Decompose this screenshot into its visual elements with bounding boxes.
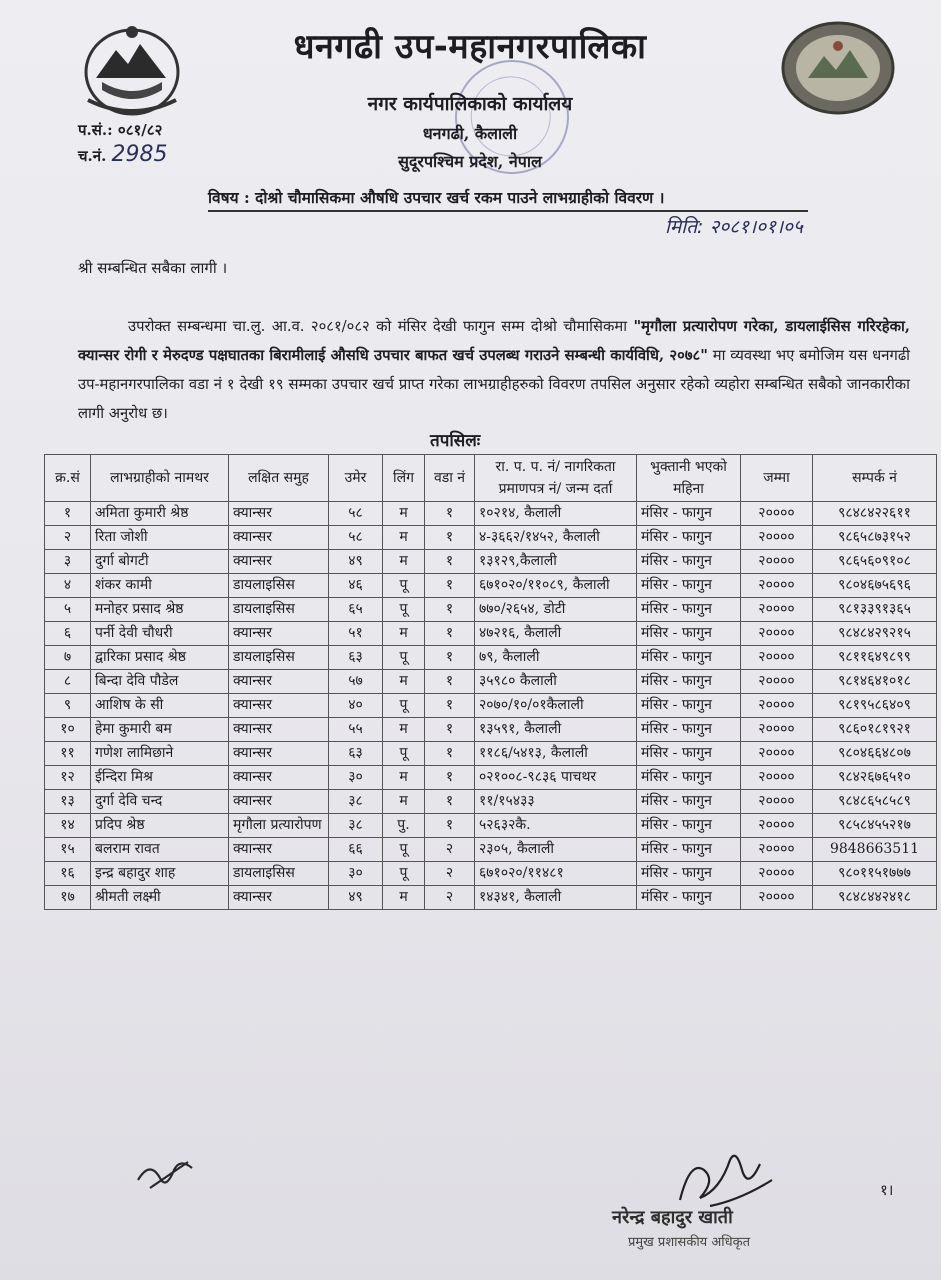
cell-total: २०००० — [741, 694, 813, 718]
salutation: श्री सम्बन्धित सबैका लागी । — [78, 259, 228, 277]
municipality-title: धनगढी उप-महानगरपालिका — [293, 27, 647, 67]
cell-ward: १ — [425, 622, 475, 646]
header-group: लक्षित समुह — [229, 455, 329, 502]
cell-ward: १ — [425, 814, 475, 838]
cell-sn: ११ — [45, 742, 91, 766]
cell-age: ६३ — [329, 742, 383, 766]
cell-group: क्यान्सर — [229, 742, 329, 766]
header-sn: क्र.सं — [45, 455, 91, 502]
table-row — [45, 814, 937, 838]
cell-name: प्रदिप श्रेष्ठ — [91, 814, 229, 838]
cell-month: मंसिर - फागुन — [637, 502, 741, 526]
page-number: १। — [880, 1181, 894, 1199]
cell-id: ११८६/५४१३, कैलाली — [475, 742, 637, 766]
header-sex: लिंग — [383, 455, 425, 502]
cell-sex: पू — [383, 598, 425, 622]
cell-id: १३५९१, कैलाली — [475, 718, 637, 742]
cell-month: मंसिर - फागुन — [637, 574, 741, 598]
cell-total: २०००० — [741, 766, 813, 790]
cell-group: क्यान्सर — [229, 694, 329, 718]
cell-ward: १ — [425, 718, 475, 742]
cell-group: डायलाइसिस — [229, 862, 329, 886]
table-row — [45, 838, 937, 862]
cell-age: ५८ — [329, 502, 383, 526]
cell-name: द्वारिका प्रसाद श्रेष्ठ — [91, 646, 229, 670]
cell-age: ६५ — [329, 598, 383, 622]
header-name: लाभग्राहीको नामथर — [91, 455, 229, 502]
cell-phone: 9848663511 — [813, 838, 937, 862]
cell-month: मंसिर - फागुन — [637, 766, 741, 790]
cell-ward: १ — [425, 550, 475, 574]
cell-ward: १ — [425, 670, 475, 694]
cell-total: २०००० — [741, 646, 813, 670]
cell-sn: २ — [45, 526, 91, 550]
cell-phone: ९८१९५८६४०९ — [813, 694, 937, 718]
cell-sn: ३ — [45, 550, 91, 574]
header-month: भुक्तानी भएको महिना — [637, 455, 741, 502]
cell-phone: ९८१४६४१०१८ — [813, 670, 937, 694]
beneficiary-table — [44, 454, 937, 910]
cell-total: २०००० — [741, 814, 813, 838]
cell-phone: ९८४८४२२६११ — [813, 502, 937, 526]
cell-ward: १ — [425, 574, 475, 598]
cell-name: गणेश लामिछाने — [91, 742, 229, 766]
office-location: धनगढी, कैलाली — [422, 124, 518, 143]
table-row — [45, 790, 937, 814]
table-row — [45, 598, 937, 622]
cell-age: ५७ — [329, 670, 383, 694]
cell-month: मंसिर - फागुन — [637, 814, 741, 838]
cell-name: बिन्दा देवि पौडेल — [91, 670, 229, 694]
cn-value: 2985 — [111, 142, 168, 167]
cell-id: २३०५, कैलाली — [475, 838, 637, 862]
cell-name: हेमा कुमारी बम — [91, 718, 229, 742]
cell-group: डायलाइसिस — [229, 646, 329, 670]
table-row — [45, 526, 937, 550]
table-row — [45, 766, 937, 790]
cell-name: पर्नी देवी चौधरी — [91, 622, 229, 646]
cell-sex: पू — [383, 742, 425, 766]
cell-total: २०००० — [741, 622, 813, 646]
cell-ward: १ — [425, 766, 475, 790]
header-phone: सम्पर्क नं — [813, 455, 937, 502]
table-row — [45, 550, 937, 574]
cell-group: मृगौला प्रत्यारोपण — [229, 814, 329, 838]
cell-ward: २ — [425, 862, 475, 886]
cell-group: क्यान्सर — [229, 622, 329, 646]
cell-ward: १ — [425, 790, 475, 814]
cell-sn: ४ — [45, 574, 91, 598]
cell-age: ५५ — [329, 718, 383, 742]
cell-phone: ९८४८४४२४१८ — [813, 886, 937, 910]
cell-sn: १५ — [45, 838, 91, 862]
header-ward: वडा नं — [425, 455, 475, 502]
cell-month: मंसिर - फागुन — [637, 526, 741, 550]
cell-sex: म — [383, 766, 425, 790]
cell-id: ६७१०२०/११०८९, कैलाली — [475, 574, 637, 598]
body-procedure-name: "मृगौला प्रत्यारोपण गरेका, डायलाईसिस गरिरहेका, क्यान्सर रोगी र मेरुदण्ड पक्षघातका बिरामीलाई औसधि उपचार बाफत खर्च उपलब्ध गराउने सम्बन्धी कार्यविधि, २०७८" — [78, 318, 910, 364]
cell-age: ४९ — [329, 886, 383, 910]
cell-sn: ६ — [45, 622, 91, 646]
header-age: उमेर — [329, 455, 383, 502]
cell-phone: ९८१३३९१३६५ — [813, 598, 937, 622]
signature-left — [130, 1150, 200, 1200]
table-row — [45, 862, 937, 886]
table-header-row — [45, 455, 937, 502]
cell-sex: म — [383, 502, 425, 526]
cell-id: ७९, कैलाली — [475, 646, 637, 670]
cell-month: मंसिर - फागुन — [637, 790, 741, 814]
cell-phone: ९८०४६६४८०७ — [813, 742, 937, 766]
cell-sex: म — [383, 622, 425, 646]
cell-age: ६६ — [329, 838, 383, 862]
table-row — [45, 622, 937, 646]
office-name: नगर कार्यपालिकाको कार्यालय — [367, 93, 573, 115]
cell-age: ४९ — [329, 550, 383, 574]
cell-id: ३५९८० कैलाली — [475, 670, 637, 694]
cell-phone: ९८६०१८१९२१ — [813, 718, 937, 742]
cell-sex: पू — [383, 862, 425, 886]
letter-ps-number — [78, 120, 162, 140]
cell-id: ४-३६६२/१४५२, कैलाली — [475, 526, 637, 550]
cell-group: क्यान्सर — [229, 550, 329, 574]
cell-phone: ९८४८४२९२१५ — [813, 622, 937, 646]
cell-sn: ५ — [45, 598, 91, 622]
cell-sex: म — [383, 718, 425, 742]
header-id: रा. प. प. नं/ नागरिकता प्रमाणपत्र नं/ जन्म दर्ता — [475, 455, 637, 502]
letter-subject: विषय : दोश्रो चौमासिकमा औषधि उपचार खर्च रकम पाउने लाभग्राहीको विवरण । — [208, 186, 808, 212]
cell-phone: ९८६५६०९१०८ — [813, 550, 937, 574]
table-row — [45, 502, 937, 526]
cell-total: २०००० — [741, 742, 813, 766]
cell-name: बलराम रावत — [91, 838, 229, 862]
cell-age: ६३ — [329, 646, 383, 670]
cell-name: आशिष के सी — [91, 694, 229, 718]
cell-sn: १३ — [45, 790, 91, 814]
cell-total: २०००० — [741, 550, 813, 574]
cell-age: ५८ — [329, 526, 383, 550]
body-part2: मा व्यवस्था भए बमोजिम यस धनगढी उप-महानगरपालिका वडा नं १ देखी १९ सम्मका उपचार खर्च प्राप्त गरेका लाभग्राहीहरुको विवरण तपसिल अनुसार रहेको व्यहोरा सम्बन्धित सबैको जानकारीका लागी अनुरोध छ। — [78, 347, 910, 422]
letter-body — [78, 312, 910, 428]
cell-month: मंसिर - फागुन — [637, 598, 741, 622]
cell-group: क्यान्सर — [229, 838, 329, 862]
cell-sex: पू — [383, 574, 425, 598]
cell-id: १०२१४, कैलाली — [475, 502, 637, 526]
cell-sex: पू — [383, 694, 425, 718]
cell-group: क्यान्सर — [229, 670, 329, 694]
cell-age: ४० — [329, 694, 383, 718]
cn-label: च.नं. — [78, 147, 107, 165]
cell-age: ३८ — [329, 790, 383, 814]
table-row — [45, 718, 937, 742]
cell-id: १४३४१, कैलाली — [475, 886, 637, 910]
cell-age: ३० — [329, 766, 383, 790]
letter-cn-number — [78, 142, 168, 167]
cell-name: दुर्गा बोगटी — [91, 550, 229, 574]
cell-phone: ९८४८६५८५८९ — [813, 790, 937, 814]
cell-phone: ९८०४६७५६९६ — [813, 574, 937, 598]
table-row — [45, 742, 937, 766]
cell-phone: ९८६५८७३१५२ — [813, 526, 937, 550]
cell-total: २०००० — [741, 502, 813, 526]
nepal-emblem-logo — [78, 20, 186, 120]
cell-ward: १ — [425, 694, 475, 718]
table-row — [45, 646, 937, 670]
cell-sn: १७ — [45, 886, 91, 910]
cell-month: मंसिर - फागुन — [637, 622, 741, 646]
cell-month: मंसिर - फागुन — [637, 862, 741, 886]
cell-name: श्रीमती लक्ष्मी — [91, 886, 229, 910]
municipality-seal-logo — [780, 20, 896, 116]
cell-total: २०००० — [741, 862, 813, 886]
letter-date: मिति: २०८१।०१।०५ — [665, 216, 803, 238]
cell-group: क्यान्सर — [229, 886, 329, 910]
cell-month: मंसिर - फागुन — [637, 718, 741, 742]
body-part1: उपरोक्त सम्बन्धमा चा.लु. आ.व. २०८१/०८२ को मंसिर देखी फागुन सम्म दोश्रो चौमासिकमा — [128, 318, 634, 335]
cell-phone: ९८११६४९८९९ — [813, 646, 937, 670]
cell-group: डायलाइसिस — [229, 574, 329, 598]
ps-value: ०८१/८२ — [117, 121, 163, 139]
cell-sn: ७ — [45, 646, 91, 670]
cell-group: क्यान्सर — [229, 790, 329, 814]
cell-name: इन्द्र बहादुर शाह — [91, 862, 229, 886]
cell-total: २०००० — [741, 790, 813, 814]
cell-month: मंसिर - फागुन — [637, 550, 741, 574]
cell-ward: १ — [425, 646, 475, 670]
cell-ward: २ — [425, 838, 475, 862]
cell-ward: १ — [425, 598, 475, 622]
cell-name: शंकर कामी — [91, 574, 229, 598]
cell-ward: १ — [425, 526, 475, 550]
cell-id: ६७१०२०/११४८१ — [475, 862, 637, 886]
cell-phone: ९८०११५१७७७ — [813, 862, 937, 886]
cell-total: २०००० — [741, 718, 813, 742]
cell-total: २०००० — [741, 598, 813, 622]
cell-name: ईन्दिरा मिश्र — [91, 766, 229, 790]
cell-group: क्यान्सर — [229, 526, 329, 550]
cell-group: डायलाइसिस — [229, 598, 329, 622]
cell-month: मंसिर - फागुन — [637, 886, 741, 910]
cell-id: ०२१००८-९८३६ पाचथर — [475, 766, 637, 790]
cell-sex: म — [383, 670, 425, 694]
cell-sn: १० — [45, 718, 91, 742]
cell-total: २०००० — [741, 574, 813, 598]
cell-month: मंसिर - फागुन — [637, 694, 741, 718]
officer-signature — [670, 1140, 780, 1215]
table-caption: तपसिलः — [430, 431, 481, 451]
cell-age: ५१ — [329, 622, 383, 646]
officer-name: नरेन्द्र बहादुर खाती — [612, 1207, 733, 1228]
officer-title: प्रमुख प्रशासकीय अधिकृत — [628, 1235, 751, 1250]
cell-id: ११/१५४३३ — [475, 790, 637, 814]
cell-name: दुर्गा देवि चन्द — [91, 790, 229, 814]
cell-ward: १ — [425, 502, 475, 526]
cell-name: अमिता कुमारी श्रेष्ठ — [91, 502, 229, 526]
cell-sn: १ — [45, 502, 91, 526]
table-row — [45, 886, 937, 910]
cell-total: २०००० — [741, 670, 813, 694]
office-province: सुदूरपश्चिम प्रदेश, नेपाल — [398, 152, 542, 171]
cell-group: क्यान्सर — [229, 718, 329, 742]
table-row — [45, 574, 937, 598]
cell-sn: ९ — [45, 694, 91, 718]
header-total: जम्मा — [741, 455, 813, 502]
cell-sn: १४ — [45, 814, 91, 838]
cell-sn: १२ — [45, 766, 91, 790]
cell-month: मंसिर - फागुन — [637, 742, 741, 766]
cell-age: ४६ — [329, 574, 383, 598]
cell-total: २०००० — [741, 838, 813, 862]
cell-id: ५२६३२कै. — [475, 814, 637, 838]
cell-sex: पू — [383, 646, 425, 670]
cell-age: ३८ — [329, 814, 383, 838]
cell-sex: म — [383, 550, 425, 574]
cell-group: क्यान्सर — [229, 766, 329, 790]
cell-sn: १६ — [45, 862, 91, 886]
cell-sex: म — [383, 526, 425, 550]
cell-sn: ८ — [45, 670, 91, 694]
cell-id: २०७०/१०/०१कैलाली — [475, 694, 637, 718]
cell-phone: ९८४२६७६५१० — [813, 766, 937, 790]
cell-id: १३१२९,कैलाली — [475, 550, 637, 574]
cell-id: ७७०/२६५४, डोटी — [475, 598, 637, 622]
cell-name: रिता जोशी — [91, 526, 229, 550]
cell-ward: २ — [425, 886, 475, 910]
cell-sex: म — [383, 790, 425, 814]
table-row — [45, 694, 937, 718]
cell-id: ४७२१६, कैलाली — [475, 622, 637, 646]
cell-month: मंसिर - फागुन — [637, 670, 741, 694]
table-row — [45, 670, 937, 694]
cell-name: मनोहर प्रसाद श्रेष्ठ — [91, 598, 229, 622]
cell-month: मंसिर - फागुन — [637, 838, 741, 862]
cell-sex: म — [383, 886, 425, 910]
ps-label: प.सं.: — [78, 121, 113, 139]
cell-group: क्यान्सर — [229, 502, 329, 526]
cell-total: २०००० — [741, 526, 813, 550]
cell-phone: ९८५८४५५२१७ — [813, 814, 937, 838]
cell-sex: पु. — [383, 814, 425, 838]
cell-ward: १ — [425, 742, 475, 766]
cell-sex: पू — [383, 838, 425, 862]
cell-month: मंसिर - फागुन — [637, 646, 741, 670]
cell-age: ३० — [329, 862, 383, 886]
cell-total: २०००० — [741, 886, 813, 910]
